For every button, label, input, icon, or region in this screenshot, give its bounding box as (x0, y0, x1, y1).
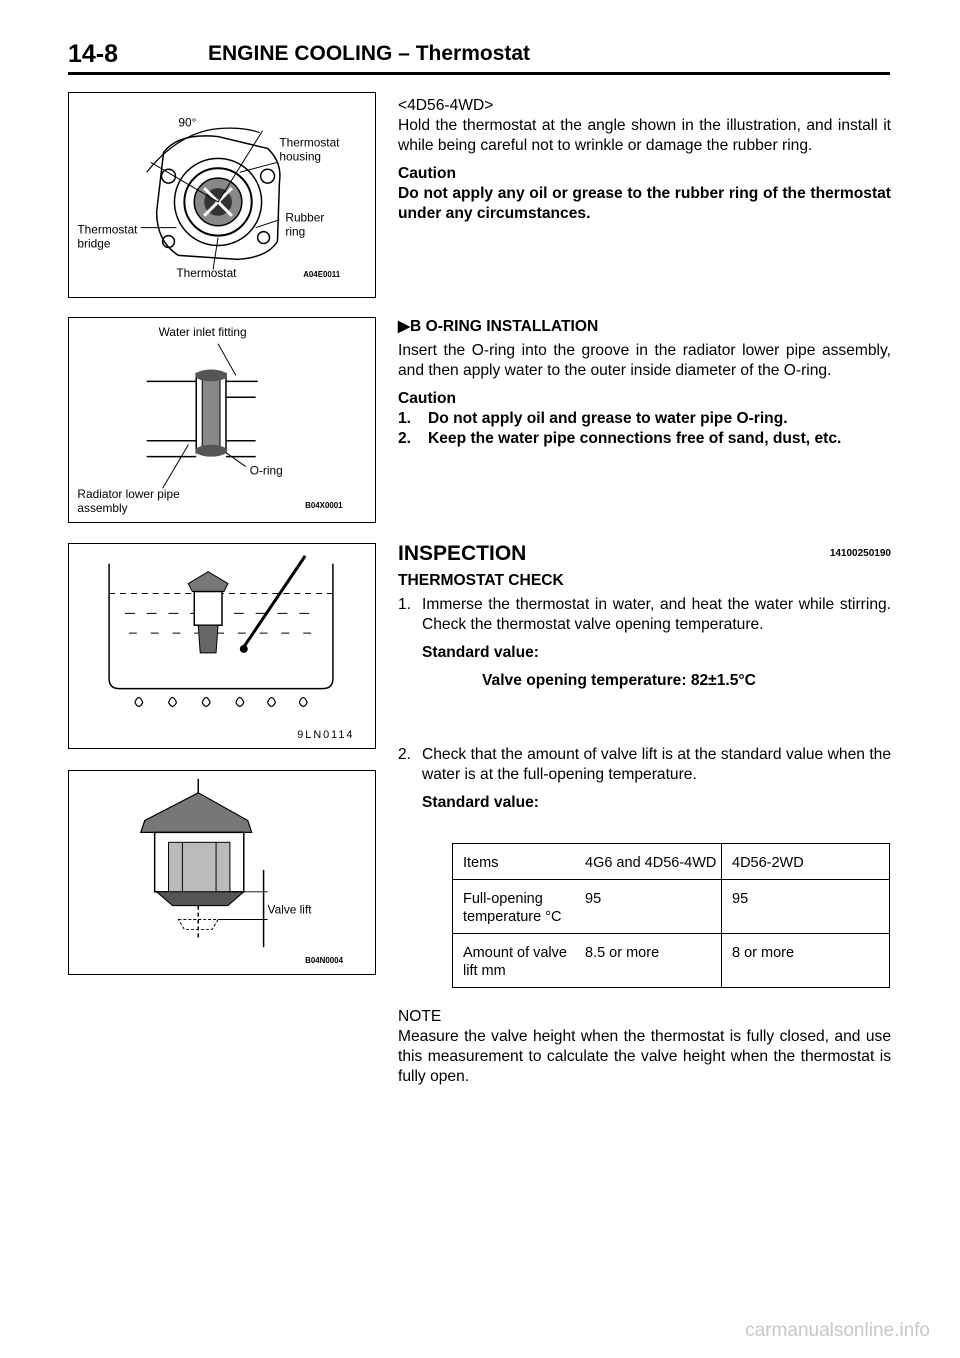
table-cell: 8.5 or more (575, 934, 722, 988)
bridge-label-1: Thermostat (77, 222, 138, 237)
note-label: NOTE (398, 1008, 442, 1025)
page-header (68, 38, 890, 75)
table-header-cell: 4G6 and 4D56-4WD (575, 844, 722, 880)
caution-item-text: Do not apply oil and grease to water pipe O-ring. (428, 410, 788, 427)
spec-table (452, 843, 890, 988)
inlet-label: Water inlet fitting (158, 324, 247, 339)
housing-label-2: housing (279, 149, 322, 164)
inspection-code: 14100250190 (829, 548, 891, 559)
bridge-label-2: bridge (77, 236, 111, 251)
watermark: carmanualsonline.info (745, 1320, 930, 1341)
step-number: 1. (398, 596, 412, 613)
oring-label: O-ring (249, 463, 283, 478)
valve-lift-illustration (69, 771, 375, 974)
figure-valve-lift (68, 770, 376, 975)
table-header-row (453, 844, 890, 880)
pipe-label-2: assembly (77, 501, 128, 516)
caution-text: Do not apply any oil or grease to the rubber ring of the thermostat under any circumstances. (398, 185, 891, 222)
thermostat-housing-illustration (69, 93, 375, 297)
table-row (453, 880, 890, 934)
step-number: 2. (398, 746, 412, 763)
caution-label: Caution (398, 390, 457, 407)
figure-code: A04E0011 (303, 270, 341, 280)
figure-oring (68, 317, 376, 523)
ring-label-2: ring (285, 224, 306, 239)
section-body: Insert the O-ring into the groove in the radiator lower pipe assembly, and then apply water to the outer inside diameter of the O-ring. (398, 342, 891, 379)
water-test-illustration (69, 544, 375, 748)
section-heading: <4D56-4WD> (398, 97, 494, 114)
section-inspection (398, 541, 891, 813)
figure-code: B04X0001 (305, 501, 343, 511)
standard-value-label: Standard value: (422, 644, 539, 661)
thermostat-label: Thermostat (176, 266, 237, 281)
ring-label-1: Rubber (285, 210, 325, 225)
table-header-cell: Items (453, 844, 576, 880)
section-heading-text: B O-RING INSTALLATION (410, 318, 599, 335)
caution-item-text: Keep the water pipe connections free of sand, dust, etc. (428, 430, 842, 447)
standard-value-label: Standard value: (422, 794, 539, 811)
caution-label: Caution (398, 165, 457, 182)
note-text: Measure the valve height when the thermostat is fully closed, and use this measurement to calculate the valve height when the thermostat is fully open. (398, 1028, 891, 1085)
table-cell: 95 (575, 880, 722, 934)
step-text: Check that the amount of valve lift is at the standard value when the water is at the full-opening temperature. (422, 746, 891, 783)
section-oring-installation (398, 317, 891, 449)
page-number: 14-8 (68, 40, 119, 68)
inspection-step-1 (398, 595, 891, 635)
table-cell: 8 or more (722, 934, 890, 988)
housing-label-1: Thermostat (279, 135, 340, 150)
inspection-step-2 (398, 745, 891, 785)
page-title: ENGINE COOLING – Thermostat (208, 42, 531, 65)
angle-label: 90° (178, 115, 197, 130)
play-right-icon: ▶ (398, 318, 410, 335)
caution-item-number: 1. (398, 410, 412, 427)
table-row (453, 934, 890, 988)
caution-item-number: 2. (398, 430, 412, 447)
oring-illustration (69, 318, 375, 522)
figure-code: 9LN0114 (297, 729, 355, 742)
caution-item (398, 429, 891, 449)
section-4d56-4wd (398, 96, 891, 224)
step-text: Immerse the thermostat in water, and heat the water while stirring. Check the thermostat valve opening temperature. (422, 596, 891, 633)
inspection-heading-row (398, 541, 891, 567)
standard-value: Valve opening temperature: 82±1.5°C (482, 672, 756, 689)
figure-code: B04N0004 (305, 956, 343, 966)
note-block (398, 1007, 891, 1087)
table-cell: Full-opening temperature °C (453, 880, 576, 934)
table-header-cell: 4D56-2WD (722, 844, 890, 880)
section-heading (398, 317, 891, 337)
pipe-label-1: Radiator lower pipe (77, 487, 180, 502)
inspection-heading: INSPECTION (398, 542, 527, 565)
table-cell: Amount of valve lift mm (453, 934, 576, 988)
valve-lift-label: Valve lift (267, 902, 312, 917)
caution-list (398, 409, 891, 449)
section-body: Hold the thermostat at the angle shown in the illustration, and install it while being careful not to wrinkle or damage the rubber ring. (398, 117, 891, 154)
table-cell: 95 (722, 880, 890, 934)
figure-water-test (68, 543, 376, 749)
inspection-subheading: THERMOSTAT CHECK (398, 572, 564, 589)
figure-thermostat-housing (68, 92, 376, 298)
caution-item (398, 409, 891, 429)
